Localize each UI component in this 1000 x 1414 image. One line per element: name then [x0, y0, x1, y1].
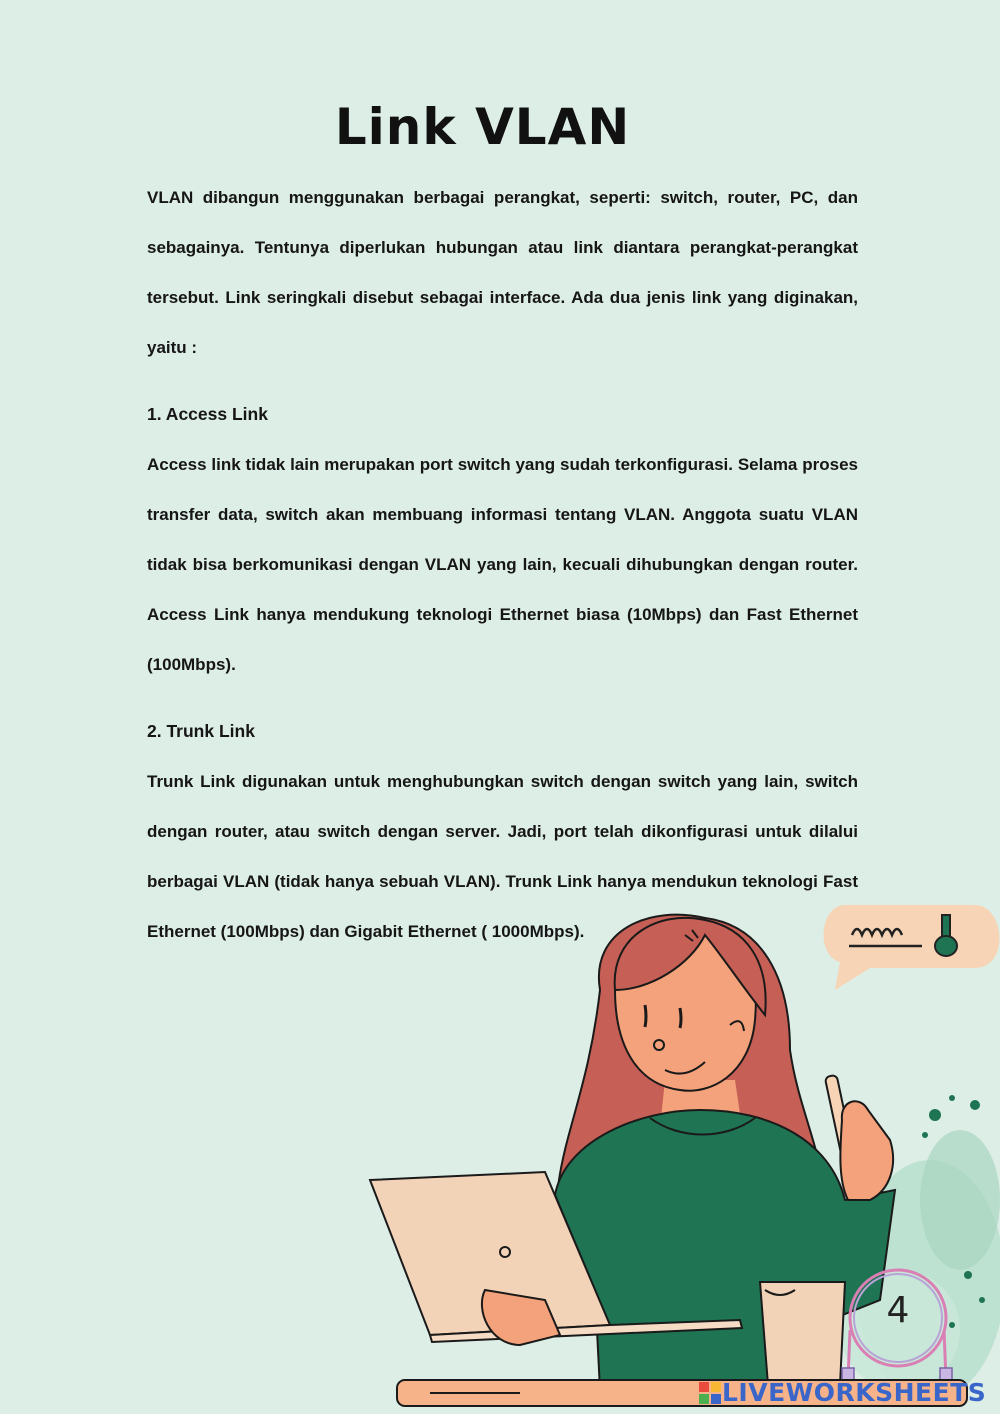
liveworksheets-watermark[interactable]: [698, 1378, 986, 1407]
access-link-heading: 1. Access Link: [147, 404, 268, 424]
page-number: 4: [886, 1290, 910, 1331]
access-link-paragraph: Access link tidak lain merupakan port switch yang sudah terkonfigurasi. Selama proses transfer data, switch akan membuang informasi tentang VLAN. Anggota suatu VLAN tidak bisa berkomunikasi dengan VLAN yang lain, kecuali dihubungkan dengan router. Access Link hanya mendukung teknologi Ethernet biasa (10Mbps) dan Fast Ethernet (100Mbps).: [147, 455, 858, 674]
trunk-link-heading: 2. Trunk Link: [147, 721, 255, 741]
trunk-link-paragraph: Trunk Link digunakan untuk menghubungkan switch dengan switch yang lain, switch dengan router, atau switch dengan server. Jadi, port telah dikonfigurasi untuk dilalui berbagai VLAN (tidak hanya sebuah VLAN). Trunk Link hanya mendukun teknologi Fast Ethernet (100Mbps) dan Gigabit Ethernet ( 1000Mbps).: [147, 772, 858, 941]
watermark-text: LIVEWORKSHEETS: [722, 1378, 987, 1407]
intro-paragraph: VLAN dibangun menggunakan berbagai perangkat, seperti: switch, router, PC, dan sebagainya. Tentunya diperlukan hubungan atau link diantara perangkat-perangkat tersebut. Link seringkali disebut sebagai interface. Ada dua jenis link yang diginakan, yaitu :: [147, 188, 858, 357]
page-title: Link VLAN: [334, 98, 631, 156]
liveworksheets-logo-icon: [698, 1381, 722, 1405]
